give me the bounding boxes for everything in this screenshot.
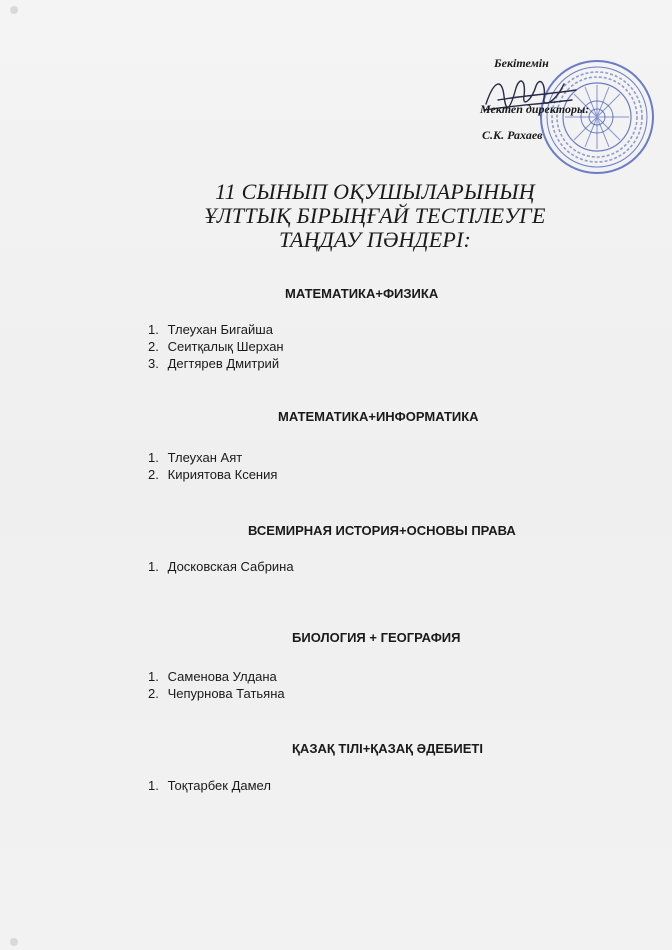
punch-hole-mark bbox=[10, 938, 18, 946]
student-list bbox=[148, 449, 277, 483]
student-name: Тлеухан Аят bbox=[167, 450, 243, 465]
list-item bbox=[148, 558, 294, 575]
list-item bbox=[148, 685, 285, 702]
list-item bbox=[148, 466, 277, 483]
student-name: Тоқтарбек Дамел bbox=[167, 778, 271, 793]
student-name: Чепурнова Татьяна bbox=[167, 686, 285, 701]
list-item bbox=[148, 338, 284, 355]
subject-heading: БИОЛОГИЯ + ГЕОГРАФИЯ bbox=[292, 630, 461, 645]
director-name: С.К. Рахаев bbox=[482, 128, 543, 142]
student-name: Сеитқалық Шерхан bbox=[167, 339, 284, 354]
document-title bbox=[160, 180, 590, 252]
list-item bbox=[148, 321, 284, 338]
item-number: 1. bbox=[148, 778, 159, 793]
subject-heading: ВСЕМИРНАЯ ИСТОРИЯ+ОСНОВЫ ПРАВА bbox=[248, 523, 516, 538]
title-line: ТАҢДАУ ПӘНДЕРІ: bbox=[278, 227, 472, 252]
title-line: ҰЛТТЫҚ БІРЫҢҒАЙ ТЕСТІЛЕУГЕ bbox=[204, 203, 546, 228]
subject-heading: ҚАЗАҚ ТІЛІ+ҚАЗАҚ ӘДЕБИЕТІ bbox=[292, 741, 483, 756]
punch-hole-mark bbox=[10, 6, 18, 14]
student-name: Саменова Улдана bbox=[167, 669, 277, 684]
item-number: 2. bbox=[148, 467, 159, 482]
subject-heading: МАТЕМАТИКА+ИНФОРМАТИКА bbox=[278, 409, 479, 424]
item-number: 1. bbox=[148, 559, 159, 574]
student-name: Тлеухан Бигайша bbox=[167, 322, 273, 337]
approved-label: Бекітемін bbox=[494, 56, 549, 70]
item-number: 2. bbox=[148, 686, 159, 701]
list-item bbox=[148, 777, 271, 794]
list-item bbox=[148, 668, 285, 685]
item-number: 1. bbox=[148, 450, 159, 465]
student-name: Досковская Сабрина bbox=[167, 559, 294, 574]
item-number: 2. bbox=[148, 339, 159, 354]
subject-heading: МАТЕМАТИКА+ФИЗИКА bbox=[285, 286, 439, 301]
item-number: 1. bbox=[148, 322, 159, 337]
director-position: Мектеп директоры: bbox=[480, 102, 590, 116]
student-list bbox=[148, 668, 285, 702]
title-line: 11 СЫНЫП ОҚУШЫЛАРЫНЫҢ bbox=[215, 179, 535, 204]
item-number: 1. bbox=[148, 669, 159, 684]
item-number: 3. bbox=[148, 356, 159, 371]
student-name: Дегтярев Дмитрий bbox=[167, 356, 280, 371]
student-list bbox=[148, 777, 271, 794]
list-item bbox=[148, 449, 277, 466]
student-list bbox=[148, 558, 294, 575]
list-item bbox=[148, 355, 284, 372]
student-name: Кириятова Ксения bbox=[167, 467, 278, 482]
student-list bbox=[148, 321, 284, 372]
